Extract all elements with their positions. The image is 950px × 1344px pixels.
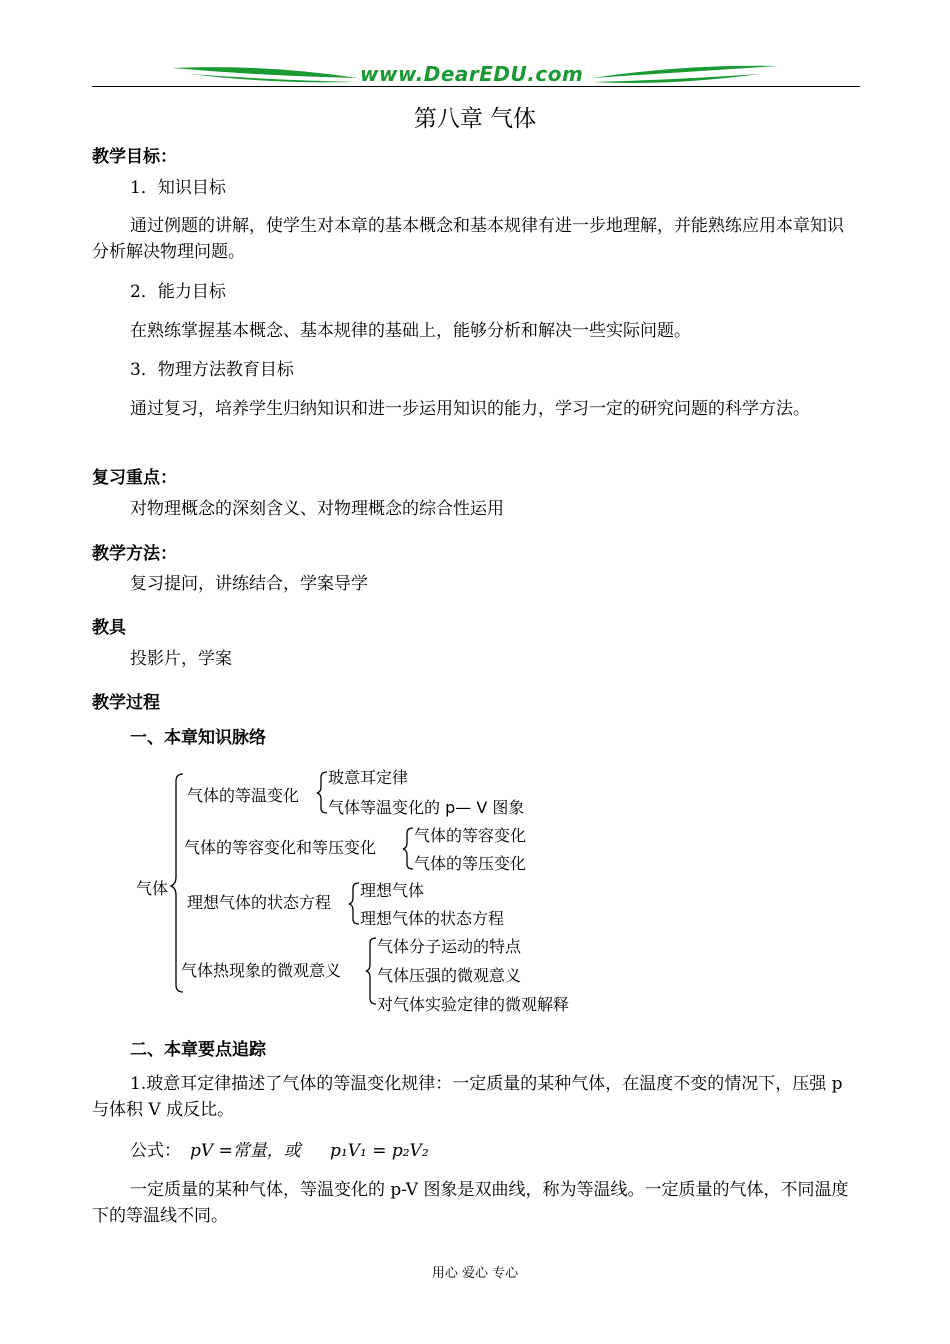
brand-logo-text[interactable]: www.DearEDU.com <box>360 62 584 86</box>
method-text: 复习提问，讲练结合，学案导学 <box>130 574 368 594</box>
goal1-text: 通过例题的讲解，使学生对本章的基本概念和基本规律有进一步地理解，并能熟练应用本章知识分析解决物理问题。 <box>92 216 844 262</box>
diagram-group-1-item-1: 玻意耳定律 <box>328 768 409 787</box>
diagram-group-4-label: 气体热现象的微观意义 <box>181 961 342 980</box>
method-heading: 教学方法： <box>92 544 177 564</box>
diagram-group-2-item-1: 气体的等容变化 <box>414 826 527 845</box>
page-footer: 用心 爱心 专心 <box>431 1266 519 1281</box>
formula-label: 公式： <box>130 1141 181 1161</box>
goal2-title: 2．能力目标 <box>130 282 226 302</box>
goal2-text: 在熟练掌握基本概念、基本规律的基础上，能够分析和解决一些实际问题。 <box>130 321 691 341</box>
diagram-group-4-item-2: 气体压强的微观意义 <box>377 966 522 985</box>
diagram-group-2-item-2: 气体的等压变化 <box>414 854 527 873</box>
page-title: 第八章 气体 <box>413 106 537 132</box>
tools-heading: 教具 <box>92 618 126 638</box>
goals-heading: 教学目标： <box>92 147 177 167</box>
tools-text: 投影片，学案 <box>130 649 232 669</box>
formula-b: p₁V₁ = p₂V₂ <box>330 1141 429 1161</box>
diagram-group-4-item-1: 气体分子运动的特点 <box>377 937 522 956</box>
point2-text: 一定质量的某种气体，等温变化的 p-V 图象是双曲线，称为等温线。一定质量的气体，不同温度下的等温线不同。 <box>92 1180 849 1226</box>
goal1-title: 1．知识目标 <box>130 178 226 198</box>
goal3-title: 3．物理方法教育目标 <box>130 360 294 380</box>
focus-text: 对物理概念的深刻含义、对物理概念的综合性运用 <box>130 499 504 519</box>
diagram-root: 气体 <box>136 879 169 898</box>
diagram-group-2-label: 气体的等容变化和等压变化 <box>184 838 377 857</box>
formula-a: pV =常量，或 <box>190 1141 301 1161</box>
diagram-group-4-item-3: 对气体实验定律的微观解释 <box>377 995 570 1014</box>
point1-text: 1.玻意耳定律描述了气体的等温变化规律：一定质量的某种气体，在温度不变的情况下，压强 p 与体积 V 成反比。 <box>92 1074 843 1120</box>
point2-paragraph <box>92 1177 860 1229</box>
goal3-text: 通过复习，培养学生归纳知识和进一步运用知识的能力，学习一定的研究问题的科学方法。 <box>130 399 810 419</box>
process-heading: 教学过程 <box>92 693 160 713</box>
part2-heading: 二、本章要点追踪 <box>130 1040 266 1060</box>
diagram-group-3-item-2: 理想气体的状态方程 <box>360 909 505 928</box>
diagram-group-3-label: 理想气体的状态方程 <box>187 893 332 912</box>
diagram-group-1-item-2: 气体等温变化的 p— V 图象 <box>328 798 525 817</box>
diagram-group-1-label: 气体的等温变化 <box>187 786 300 805</box>
point1-paragraph <box>92 1071 860 1123</box>
diagram-group-3-item-1: 理想气体 <box>360 881 425 900</box>
focus-heading: 复习重点： <box>92 468 177 488</box>
part1-heading: 一、本章知识脉络 <box>130 728 266 748</box>
